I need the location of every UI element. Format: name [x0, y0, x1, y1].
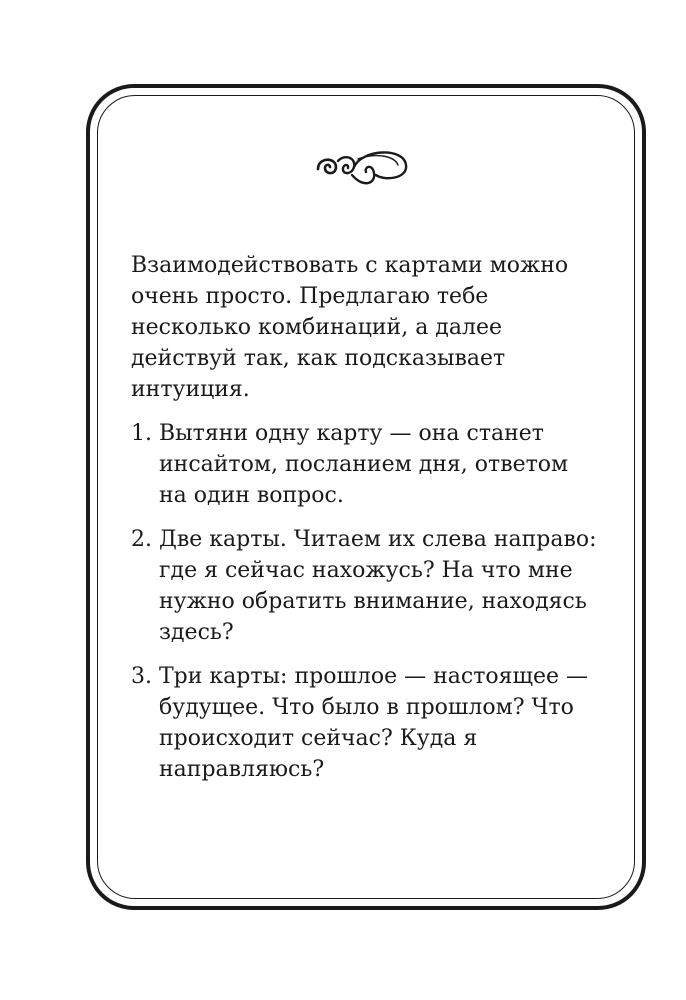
flourish-swirl-icon [314, 145, 410, 195]
list-item-text: Две карты. Читаем их слева направо: где я сейчас нахожусь? На что мне нужно обратить внимание, находясь здесь? [159, 527, 597, 645]
list-item-number: 2. [131, 527, 152, 552]
card-text [131, 250, 601, 798]
intro-paragraph: Взаимодействовать с картами можно очень просто. Предлагаю тебе несколько комбинаций, а далее действуй так, как подсказывает интуиция. [131, 253, 569, 402]
list-item [131, 661, 601, 785]
list-item-number: 1. [131, 421, 152, 446]
list-item-number: 3. [131, 664, 152, 689]
list-item [131, 524, 601, 648]
list-item [131, 418, 601, 511]
list-item-text: Вытяни одну карту — она станет инсайтом, посланием дня, ответом на один вопрос. [159, 421, 569, 508]
combination-list [131, 418, 601, 785]
list-item-text: Три карты: прошлое — настоящее — будущее. Что было в прошлом? Что происходит сейчас? Куда я направляюсь? [159, 664, 588, 782]
